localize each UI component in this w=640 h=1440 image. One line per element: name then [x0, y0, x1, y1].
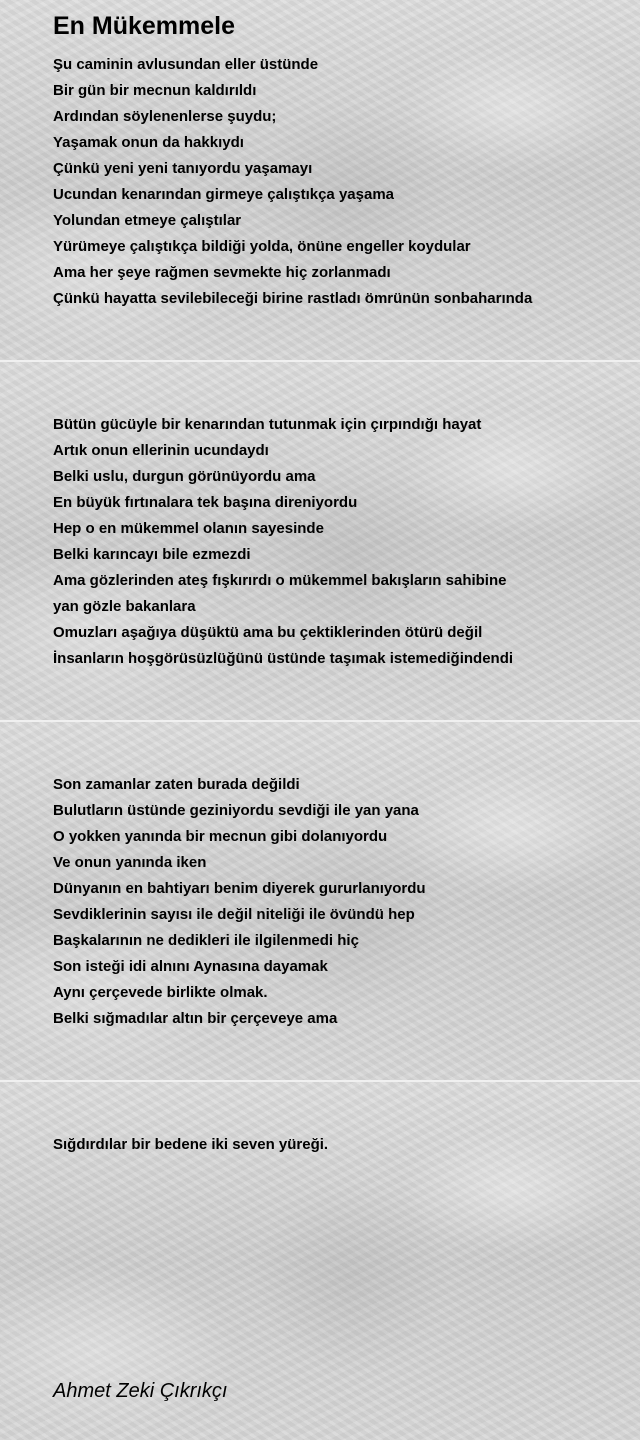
poem-panel-4: [0, 1082, 640, 1440]
poem-line: Son isteği idi alnını Aynasına dayamak: [53, 958, 328, 975]
poem-line: Ucundan kenarından girmeye çalıştıkça yaşama: [53, 186, 394, 203]
poem-line: Aynı çerçevede birlikte olmak.: [53, 984, 268, 1001]
poem-line: Ardından söylenenlerse şuydu;: [53, 108, 277, 125]
stanza-1: [53, 52, 532, 312]
poem-line: Yolundan etmeye çalıştılar: [53, 212, 242, 229]
poem-line: Başkalarının ne dedikleri ile ilgilenmedi hiç: [53, 932, 359, 949]
poem-line: İnsanların hoşgörüsüzlüğünü üstünde taşımak istemediğindendi: [53, 650, 514, 667]
poem-line: Belki karıncayı bile ezmezdi: [53, 546, 251, 563]
poem-line: Artık onun ellerinin ucundaydı: [53, 442, 269, 459]
stanza-2: [53, 412, 513, 672]
poem-line: yan gözle bakanlara: [53, 598, 196, 615]
poem-line: Belki sığmadılar altın bir çerçeveye ama: [53, 1010, 338, 1027]
poem-line: Dünyanın en bahtiyarı benim diyerek gururlanıyordu: [53, 880, 426, 897]
poem-panel-1: [0, 0, 640, 360]
poem-line: Yürümeye çalıştıkça bildiği yolda, önüne engeller koydular: [53, 238, 471, 255]
poem-line: Sığdırdılar bir bedene iki seven yüreği.: [53, 1136, 329, 1153]
poem-line: Çünkü yeni yeni tanıyordu yaşamayı: [53, 160, 313, 177]
poem-line: Ve onun yanında iken: [53, 854, 207, 871]
poem-author: Ahmet Zeki Çıkrıkçı: [53, 1380, 228, 1402]
poem-line: Bulutların üstünde geziniyordu sevdiği ile yan yana: [53, 802, 419, 819]
poem-line: En büyük fırtınalara tek başına direniyordu: [53, 494, 358, 511]
poem-line: Şu caminin avlusundan eller üstünde: [53, 56, 319, 73]
poem-panel-3: [0, 722, 640, 1080]
poem-line: Son zamanlar zaten burada değildi: [53, 776, 300, 793]
poem-line: Belki uslu, durgun görünüyordu ama: [53, 468, 316, 485]
poem-title: En Mükemmele: [53, 12, 236, 40]
stanza-4: [53, 1132, 328, 1158]
poem-line: Sevdiklerinin sayısı ile değil niteliği ile övündü hep: [53, 906, 415, 923]
poem-line: Yaşamak onun da hakkıydı: [53, 134, 244, 151]
stanza-3: [53, 772, 426, 1032]
poem-line: O yokken yanında bir mecnun gibi dolanıyordu: [53, 828, 388, 845]
poem-line: Ama her şeye rağmen sevmekte hiç zorlanmadı: [53, 264, 391, 281]
poem-panel-2: [0, 362, 640, 720]
poem-line: Çünkü hayatta sevilebileceği birine rastladı ömrünün sonbaharında: [53, 290, 533, 307]
poem-line: Hep o en mükemmel olanın sayesinde: [53, 520, 324, 537]
poem-line: Omuzları aşağıya düşüktü ama bu çektiklerinden ötürü değil: [53, 624, 483, 641]
poem-line: Bütün gücüyle bir kenarından tutunmak için çırpındığı hayat: [53, 416, 482, 433]
poem-line: Bir gün bir mecnun kaldırıldı: [53, 82, 257, 99]
poem-line: Ama gözlerinden ateş fışkırırdı o mükemmel bakışların sahibine: [53, 572, 507, 589]
